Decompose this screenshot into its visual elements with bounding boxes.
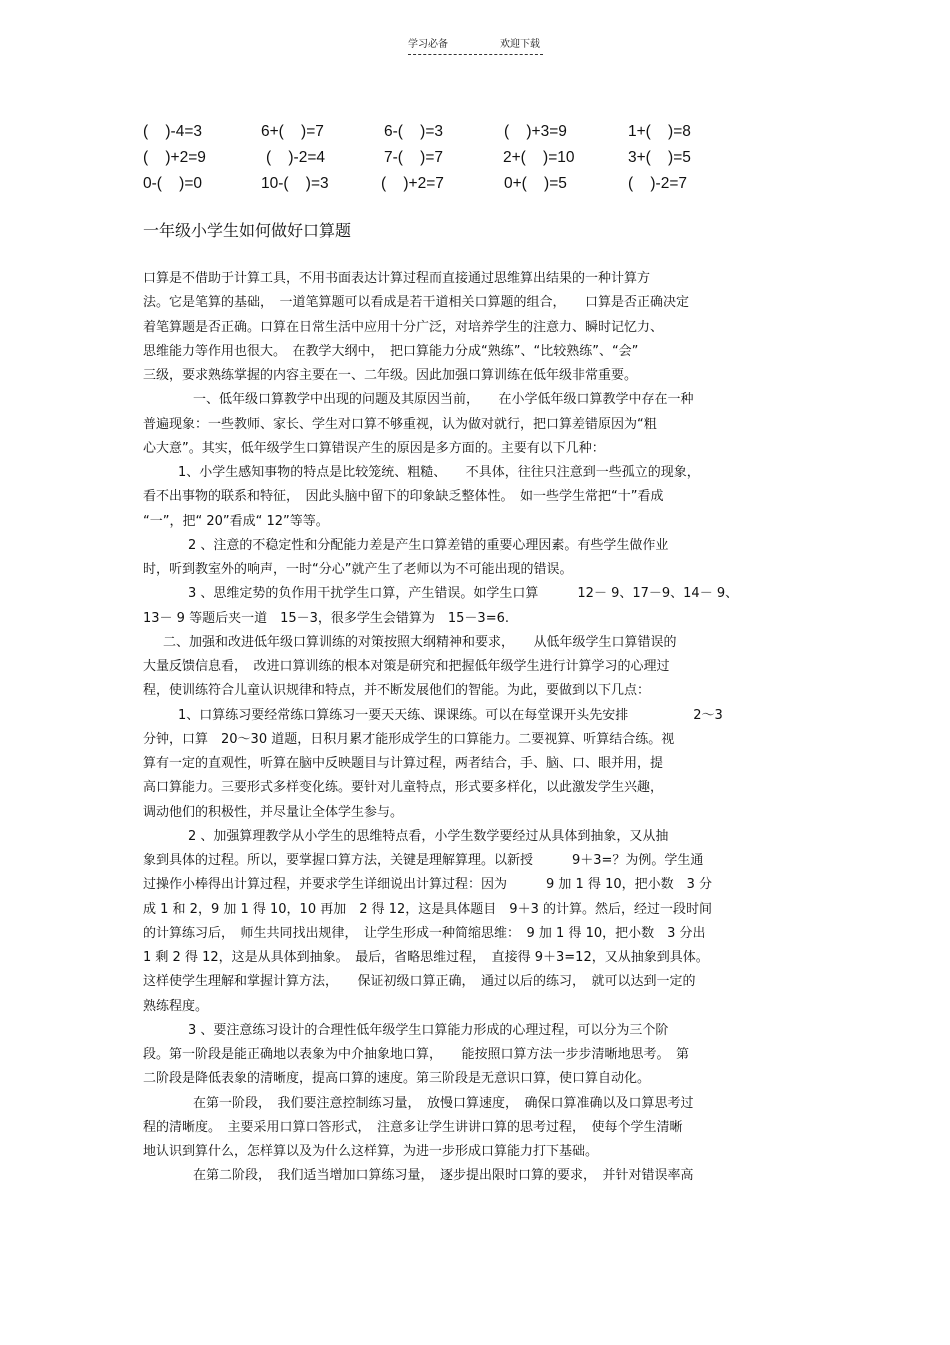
text-line: 地认识到算什么，怎样算以及为什么这样算，为进一步形成口算能力打下基础。 xyxy=(143,1144,599,1159)
text-line: 成 1 和 2，9 加 1 得 10，10 再加 2 得 12，这是具体题目 9＋3 的计算。然后，经过一段时间 xyxy=(143,901,712,917)
exercise-item: 6+( )=7 xyxy=(261,123,324,140)
text-line: 段。第一阶段是能正确地以表象为中介抽象地口算， 能按照口算方法一步步清晰地思考。 第 xyxy=(143,1047,690,1062)
text-line: 的计算练习后， 师生共同找出规律， 让学生形成一种简缩思维： 9 加 1 得 10，把小数 3 分出 xyxy=(143,925,706,941)
text-line: 2 、注意的不稳定性和分配能力差是产生口算差错的重要心理因素。有些学生做作业 xyxy=(188,537,669,553)
exercise-item: 0-( )=0 xyxy=(143,175,203,192)
text-line: “一”，把“ 20”看成“ 12”等等。 xyxy=(143,513,329,529)
text-line: 3 、思维定势的负作用干扰学生口算，产生错误。如学生口算 12－ 9、17－9、14－ 9、 xyxy=(188,586,739,602)
text-line: 1 剩 2 得 12，这是从具体到抽象。 最后，省略思维过程， 直接得 9＋3=12，又从抽象到具体。 xyxy=(143,950,709,965)
text-line: 熟练程度。 xyxy=(143,998,209,1014)
exercise-row xyxy=(143,123,843,149)
exercise-item: 0+( )=5 xyxy=(504,175,567,192)
text-line: 在第二阶段， 我们适当增加口算练习量， 逐步提出限时口算的要求， 并针对错误率高 xyxy=(193,1168,694,1184)
text-line: 高口算能力。三要形式多样变化练。要针对儿童特点，形式要多样化，以此激发学生兴趣， xyxy=(143,780,664,796)
header-right-text: 欢迎下载 xyxy=(500,39,540,50)
text-line: 1、小学生感知事物的特点是比较笼统、粗糙、 不具体，往往只注意到一些孤立的现象， xyxy=(178,465,700,480)
exercise-item: 3+( )=5 xyxy=(628,149,691,166)
text-line: 调动他们的积极性，并尽量让全体学生参与。 xyxy=(143,804,404,820)
exercise-row xyxy=(143,149,843,175)
header-divider xyxy=(408,54,543,55)
exercise-item: 1+( )=8 xyxy=(628,123,691,140)
exercise-item: 6-( )=3 xyxy=(384,123,444,140)
exercise-item: ( )+3=9 xyxy=(504,123,567,140)
text-line: 程的清晰度。 主要采用口算口答形式， 注意多让学生讲讲口算的思考过程， 使每个学生清晰 xyxy=(143,1119,683,1135)
text-line: 13－ 9 等题后夹一道 15－3，很多学生会错算为 15－3=6. xyxy=(143,610,509,626)
article-title: 一年级小学生如何做好口算题 xyxy=(143,221,352,240)
exercise-row xyxy=(143,175,843,201)
text-line: 在第一阶段， 我们要注意控制练习量， 放慢口算速度， 确保口算准确以及口算思考过 xyxy=(193,1095,694,1111)
exercise-item: ( )-2=7 xyxy=(628,175,688,192)
text-line: 心大意”。其实，低年级学生口算错误产生的原因是多方面的。主要有以下几种： xyxy=(143,440,605,456)
text-line: 口算是不借助于计算工具，不用书面表达计算过程而直接通过思维算出结果的一种计算方 xyxy=(143,271,651,286)
text-line: 象到具体的过程。所以，要掌握口算方法，关键是理解算理。以新授 9＋3=？为例。学生通 xyxy=(143,853,704,868)
text-line: 分钟，口算 20～30 道题，日积月累才能形成学生的口算能力。二要视算、听算结合练。视 xyxy=(143,731,675,747)
exercise-grid xyxy=(143,123,843,201)
article-body xyxy=(143,267,808,1189)
exercise-item: 10-( )=3 xyxy=(261,175,329,192)
header-left-text: 学习必备 xyxy=(408,39,448,50)
page-header xyxy=(408,38,543,52)
text-line: 二、加强和改进低年级口算训练的对策按照大纲精神和要求， 从低年级学生口算错误的 xyxy=(163,634,677,650)
text-line: 普遍现象：一些教师、家长、学生对口算不够重视，认为做对就行，把口算差错原因为“粗 xyxy=(143,416,657,432)
text-line: 看不出事物的联系和特征， 因此头脑中留下的印象缺乏整体性。 如一些学生常把“十”看成 xyxy=(143,489,664,505)
text-line: 算有一定的直观性，听算在脑中反映题目与计算过程，两者结合，手、脑、口、眼并用，提 xyxy=(143,756,664,771)
text-line: 1、口算练习要经常练口算练习一要天天练、课课练。可以在每堂课开头先安排 2～3 xyxy=(178,707,723,723)
exercise-item: ( )-2=4 xyxy=(266,149,326,166)
text-line: 这样使学生理解和掌握计算方法， 保证初级口算正确， 通过以后的练习， 就可以达到一定的 xyxy=(143,974,696,990)
text-line: 二阶段是降低表象的清晰度，提高口算的速度。第三阶段是无意识口算，使口算自动化。 xyxy=(143,1071,651,1087)
text-line: 着笔算题是否正确。口算在日常生活中应用十分广泛，对培养学生的注意力、瞬时记忆力、 xyxy=(143,319,664,335)
text-line: 思维能力等作用也很大。 在教学大纲中， 把口算能力分成“熟练”、“比较熟练”、“会” xyxy=(143,343,639,359)
text-line: 三级，要求熟练掌握的内容主要在一、二年级。因此加强口算训练在低年级非常重要。 xyxy=(143,368,638,383)
text-line: 过操作小棒得出计算过程，并要求学生详细说出计算过程：因为 9 加 1 得 10，把小数 3 分 xyxy=(143,877,713,893)
text-line: 程，使训练符合儿童认识规律和特点，并不断发展他们的智能。为此，要做到以下几点： xyxy=(143,683,651,699)
exercise-item: 2+( )=10 xyxy=(503,149,575,166)
text-line: 3 、要注意练习设计的合理性低年级学生口算能力形成的心理过程，可以分为三个阶 xyxy=(188,1022,669,1038)
text-line: 时，听到教室外的响声，一时“分心”就产生了老师以为不可能出现的错误。 xyxy=(143,562,573,577)
text-line: 2 、加强算理教学从小学生的思维特点看，小学生数学要经过从具体到抽象，又从抽 xyxy=(188,828,669,844)
exercise-item: ( )+2=9 xyxy=(143,149,206,166)
exercise-item: 7-( )=7 xyxy=(384,149,444,166)
text-line: 法。它是笔算的基础， 一道笔算题可以看成是若干道相关口算题的组合， 口算是否正确决定 xyxy=(143,295,690,311)
text-line: 一、低年级口算教学中出现的问题及其原因当前， 在小学低年级口算教学中存在一种 xyxy=(193,392,694,408)
exercise-item: ( )+2=7 xyxy=(381,175,444,192)
text-line: 大量反馈信息看， 改进口算训练的根本对策是研究和把握低年级学生进行计算学习的心理过 xyxy=(143,659,670,674)
exercise-item: ( )-4=3 xyxy=(143,123,203,140)
